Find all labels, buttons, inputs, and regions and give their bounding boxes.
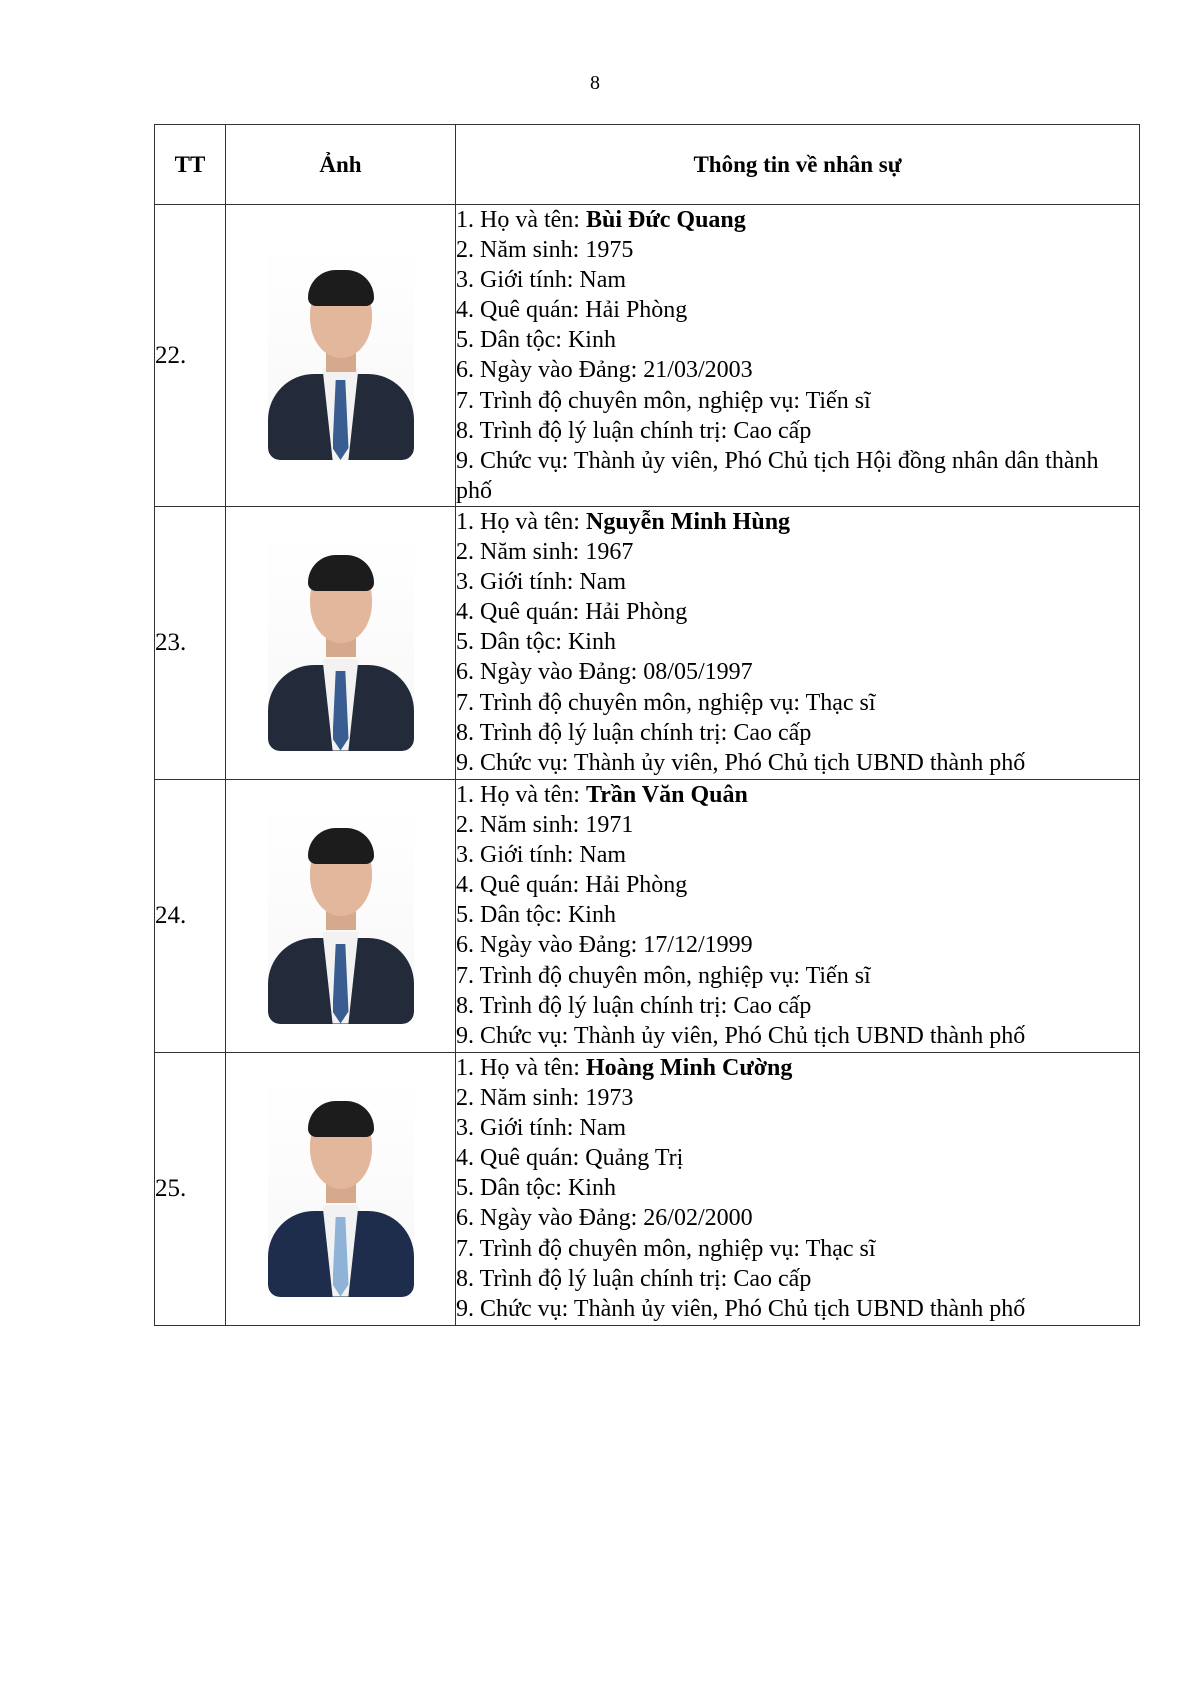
hometown: 4. Quê quán: Hải Phòng	[456, 599, 688, 626]
political-level: 8. Trình độ lý luận chính trị: Cao cấp	[456, 992, 812, 1019]
birth-year: 2. Năm sinh: 1975	[456, 237, 634, 264]
political-level: 8. Trình độ lý luận chính trị: Cao cấp	[456, 417, 812, 444]
political-level: 8. Trình độ lý luận chính trị: Cao cấp	[456, 719, 812, 746]
birth-year: 2. Năm sinh: 1973	[456, 1085, 634, 1112]
portrait-photo	[268, 804, 414, 1024]
header-info: Thông tin về nhân sự	[456, 125, 1140, 205]
row-number: 25.	[155, 1053, 226, 1326]
party-join-date: 6. Ngày vào Đảng: 26/02/2000	[456, 1205, 753, 1232]
row-number: 24.	[155, 780, 226, 1053]
gender: 3. Giới tính: Nam	[456, 842, 627, 869]
name-line: 1. Họ và tên: Nguyễn Minh Hùng	[456, 509, 791, 535]
gender: 3. Giới tính: Nam	[456, 1115, 627, 1142]
gender: 3. Giới tính: Nam	[456, 267, 627, 294]
personnel-info	[456, 780, 1140, 1053]
education-level: 7. Trình độ chuyên môn, nghiệp vụ: Tiến sĩ	[456, 962, 871, 989]
gender: 3. Giới tính: Nam	[456, 569, 627, 596]
table-row	[155, 1053, 1140, 1326]
position: 9. Chức vụ: Thành ủy viên, Phó Chủ tịch UBND thành phố	[456, 749, 1026, 776]
hometown: 4. Quê quán: Hải Phòng	[456, 872, 688, 899]
table-row	[155, 205, 1140, 507]
name-line: 1. Họ và tên: Hoàng Minh Cường	[456, 1055, 793, 1081]
portrait-photo	[268, 531, 414, 751]
row-number: 22.	[155, 205, 226, 507]
personnel-table	[154, 124, 1140, 1326]
portrait-photo	[268, 246, 414, 460]
position: 9. Chức vụ: Thành ủy viên, Phó Chủ tịch UBND thành phố	[456, 1022, 1026, 1049]
name-line: 1. Họ và tên: Bùi Đức Quang	[456, 207, 746, 233]
portrait-photo	[268, 1077, 414, 1297]
political-level: 8. Trình độ lý luận chính trị: Cao cấp	[456, 1265, 812, 1292]
position: 9. Chức vụ: Thành ủy viên, Phó Chủ tịch Hội đồng nhân dân thành phố	[456, 447, 1099, 504]
birth-year: 2. Năm sinh: 1967	[456, 539, 634, 566]
education-level: 7. Trình độ chuyên môn, nghiệp vụ: Thạc sĩ	[456, 1235, 876, 1262]
education-level: 7. Trình độ chuyên môn, nghiệp vụ: Thạc sĩ	[456, 689, 876, 716]
table-header-row	[155, 125, 1140, 205]
position: 9. Chức vụ: Thành ủy viên, Phó Chủ tịch UBND thành phố	[456, 1295, 1026, 1322]
hometown: 4. Quê quán: Hải Phòng	[456, 297, 688, 324]
ethnicity: 5. Dân tộc: Kinh	[456, 629, 616, 656]
ethnicity: 5. Dân tộc: Kinh	[456, 327, 616, 354]
row-number: 23.	[155, 507, 226, 780]
person-name: Hoàng Minh Cường	[585, 1055, 793, 1081]
table-row	[155, 507, 1140, 780]
table-row	[155, 780, 1140, 1053]
party-join-date: 6. Ngày vào Đảng: 21/03/2003	[456, 357, 753, 384]
personnel-info	[456, 507, 1140, 780]
name-line: 1. Họ và tên: Trần Văn Quân	[456, 782, 748, 808]
header-photo: Ảnh	[226, 125, 456, 205]
party-join-date: 6. Ngày vào Đảng: 08/05/1997	[456, 659, 753, 686]
person-name: Trần Văn Quân	[585, 782, 748, 808]
person-name: Bùi Đức Quang	[585, 207, 746, 233]
hometown: 4. Quê quán: Quảng Trị	[456, 1145, 684, 1172]
education-level: 7. Trình độ chuyên môn, nghiệp vụ: Tiến sĩ	[456, 387, 871, 414]
birth-year: 2. Năm sinh: 1971	[456, 812, 634, 839]
party-join-date: 6. Ngày vào Đảng: 17/12/1999	[456, 932, 753, 959]
header-tt: TT	[155, 125, 226, 205]
ethnicity: 5. Dân tộc: Kinh	[456, 1175, 616, 1202]
person-name: Nguyễn Minh Hùng	[585, 509, 791, 535]
page-number: 8	[590, 72, 600, 94]
personnel-info	[456, 1053, 1140, 1326]
personnel-info	[456, 205, 1140, 507]
ethnicity: 5. Dân tộc: Kinh	[456, 902, 616, 929]
